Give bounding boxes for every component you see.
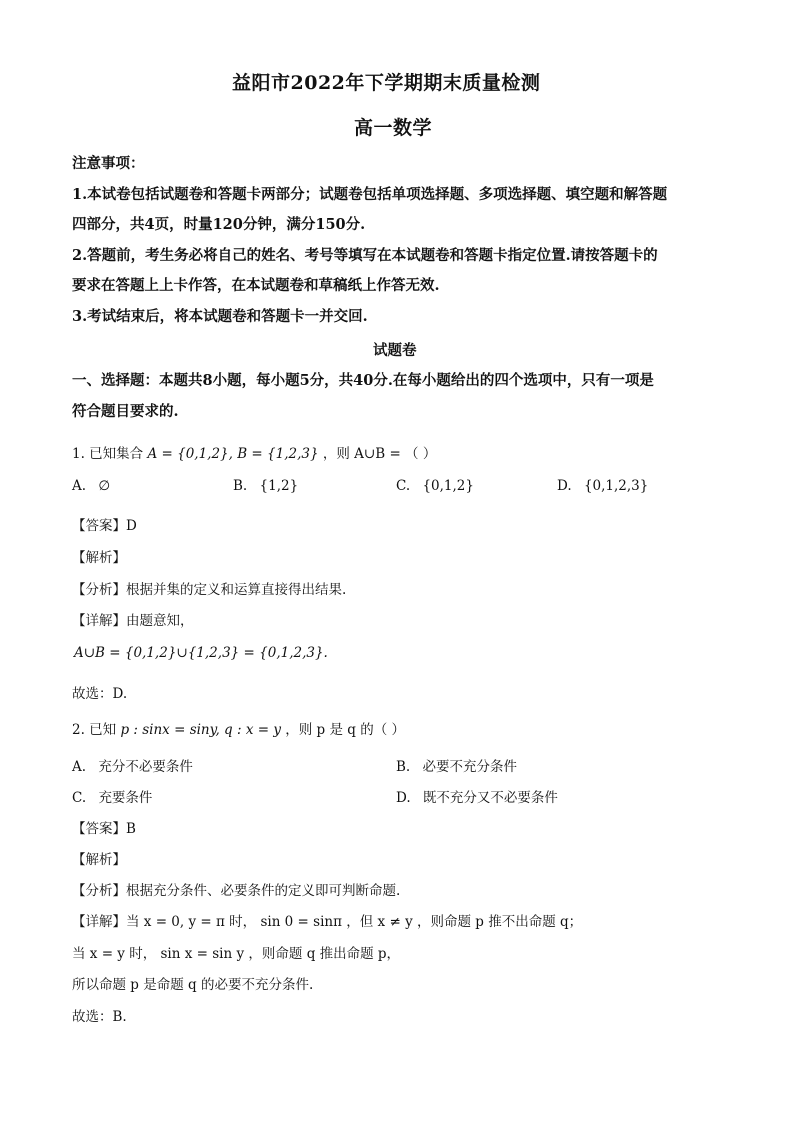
q2-option-d-label: D. bbox=[396, 790, 411, 806]
q1-analysis-tag: 【解析】 bbox=[72, 550, 126, 566]
q1-option-d-label: D. bbox=[557, 478, 572, 494]
notice-item-2-line-2: 要求在答题上上卡作答，在本试题卷和草稿纸上作答无效. bbox=[72, 277, 440, 294]
q1-option-d bbox=[557, 478, 648, 494]
q2-option-d-text: 既不充分又不必要条件 bbox=[422, 790, 558, 806]
q2-conclusion: 故选：B. bbox=[72, 1009, 127, 1025]
q2-detail-tag: 【详解】 bbox=[72, 914, 126, 930]
q2-option-a-label: A. bbox=[72, 759, 87, 775]
q2-detail-line-3: 所以命题 p 是命题 q 的必要不充分条件. bbox=[72, 977, 314, 993]
q2-analysis-tag: 【解析】 bbox=[72, 852, 126, 868]
section-heading-line-1: 一、选择题：本题共8小题，每小题5分，共40分.在每小题给出的四个选项中，只有一项是 bbox=[72, 372, 654, 389]
q2-detail bbox=[72, 910, 582, 930]
q1-option-d-text: {0,1,2,3} bbox=[583, 478, 649, 494]
exam-subtitle: 高一数学 bbox=[354, 117, 433, 139]
q2-option-b-text: 必要不充分条件 bbox=[422, 759, 518, 775]
q2-option-a bbox=[72, 755, 193, 775]
q1-fenxi bbox=[72, 578, 346, 598]
notice-item-3: 3.考试结束后，将本试题卷和答题卡一并交回. bbox=[72, 308, 368, 325]
q2-detail-line-2: 当 x = y 时， sin x = sin y ，则命题 q 推出命题 p， bbox=[72, 946, 401, 962]
q1-option-c-label: C. bbox=[396, 478, 411, 494]
q2-answer bbox=[72, 817, 136, 837]
q1-fenxi-text: 根据并集的定义和运算直接得出结果. bbox=[126, 582, 347, 598]
q2-option-b-label: B. bbox=[396, 759, 411, 775]
section-heading-line-2: 符合题目要求的. bbox=[72, 403, 179, 420]
notice-item-1-line-1: 1.本试卷包括试题卷和答题卡两部分；试题卷包括单项选择题、多项选择题、填空题和解答题 bbox=[72, 186, 668, 203]
q2-fenxi-text: 根据充分条件、必要条件的定义即可判断命题. bbox=[126, 883, 401, 899]
q1-option-b-label: B. bbox=[233, 478, 248, 494]
q2-option-c-label: C. bbox=[72, 790, 87, 806]
q2-answer-value: B bbox=[126, 821, 136, 837]
q1-stem bbox=[72, 442, 436, 462]
q1-detail-tag: 【详解】 bbox=[72, 613, 126, 629]
q2-option-c-text: 充要条件 bbox=[98, 790, 153, 806]
q1-option-a-label: A. bbox=[72, 478, 87, 494]
q1-answer bbox=[72, 514, 137, 534]
q1-option-c bbox=[396, 478, 474, 494]
q1-detail-text: 由题意知， bbox=[126, 613, 194, 629]
q2-math: p : sinx = siny, q : x = y bbox=[120, 722, 281, 738]
q2-stem bbox=[72, 718, 405, 738]
exam-title: 益阳市2022年下学期期末质量检测 bbox=[232, 72, 541, 94]
q2-option-c bbox=[72, 786, 152, 806]
q1-formula: A∪B = {0,1,2}∪{1,2,3} = {0,1,2,3}. bbox=[74, 645, 328, 661]
section-label: 试题卷 bbox=[373, 342, 417, 359]
q1-option-b bbox=[233, 478, 298, 494]
q2-option-b bbox=[396, 755, 517, 775]
q1-detail bbox=[72, 609, 194, 629]
q1-math: A = {0,1,2}, B = {1,2,3} bbox=[147, 446, 319, 462]
q2-fenxi-tag: 【分析】 bbox=[72, 883, 126, 899]
q2-fenxi bbox=[72, 879, 400, 899]
q1-option-b-text: {1,2} bbox=[259, 478, 299, 494]
q1-option-a bbox=[72, 478, 110, 494]
q2-option-d bbox=[396, 786, 558, 806]
q2-suffix: ，则 p 是 q 的（ ） bbox=[285, 722, 405, 738]
q1-option-a-text: ∅ bbox=[98, 478, 111, 494]
notice-heading: 注意事项： bbox=[72, 155, 145, 172]
notice-item-2-line-1: 2.答题前，考生务必将自己的姓名、考号等填写在本试题卷和答题卡指定位置.请按答题卡的 bbox=[72, 247, 658, 264]
q1-option-c-text: {0,1,2} bbox=[422, 478, 474, 494]
q1-conclusion: 故选：D. bbox=[72, 686, 128, 702]
q1-answer-tag: 【答案】 bbox=[72, 518, 126, 534]
q2-option-a-text: 充分不必要条件 bbox=[98, 759, 193, 775]
q1-answer-value: D bbox=[126, 518, 137, 534]
q1-suffix: ，则 A∪B = （ ） bbox=[322, 446, 437, 462]
notice-item-1-line-2: 四部分，共4页，时量120分钟，满分150分. bbox=[72, 216, 366, 233]
q2-prefix: 2. 已知 bbox=[72, 722, 117, 738]
q1-fenxi-tag: 【分析】 bbox=[72, 582, 126, 598]
q1-prefix: 1. 已知集合 bbox=[72, 446, 144, 462]
q2-detail-text: 当 x = 0, y = π 时， sin 0 = sinπ ，但 x ≠ y ，则命题 p 推不出命题 q； bbox=[126, 914, 583, 930]
q2-answer-tag: 【答案】 bbox=[72, 821, 126, 837]
